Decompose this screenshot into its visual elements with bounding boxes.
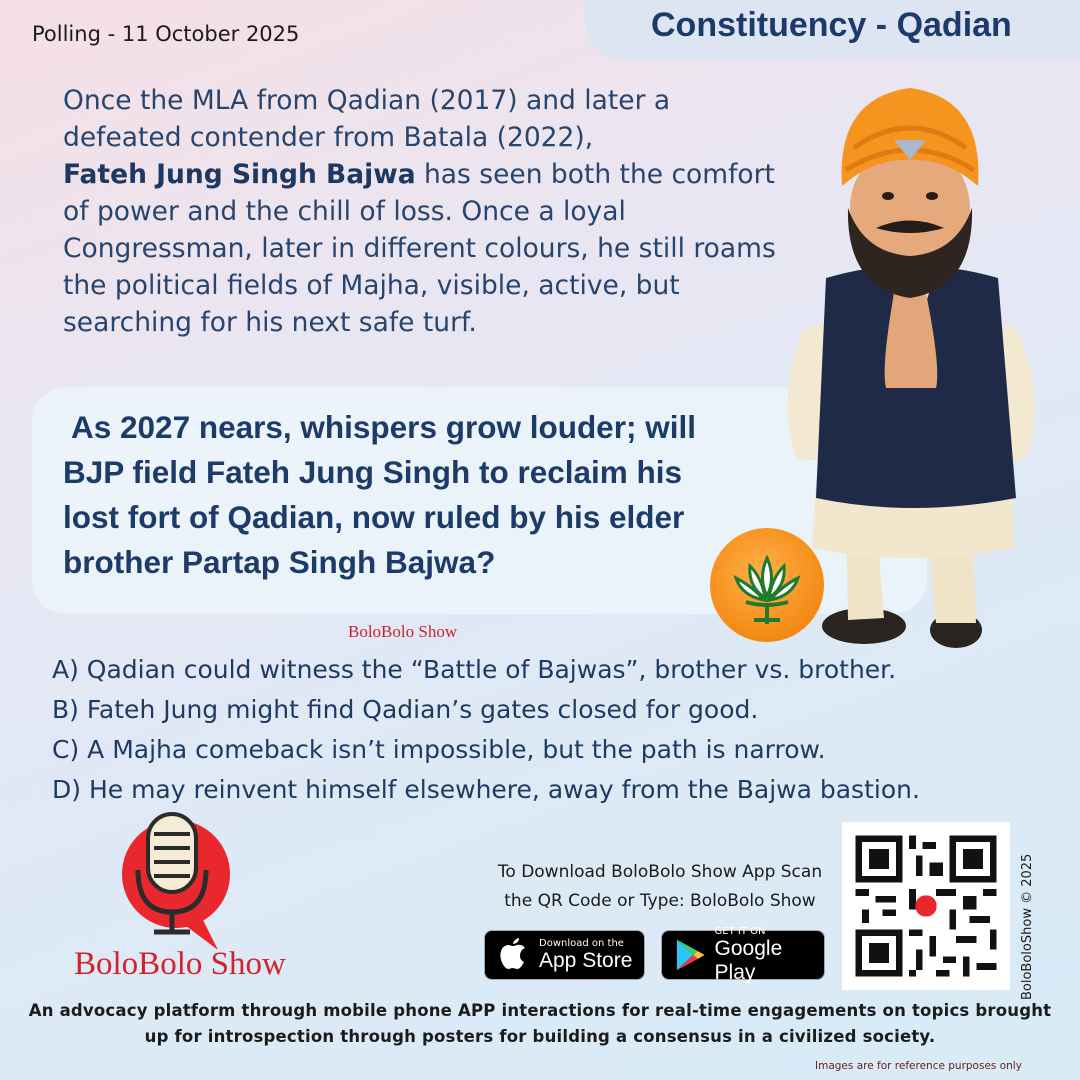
intro-part-1: Once the MLA from Qadian (2017) and later a defeated contender from Batala (2022), <box>63 85 671 153</box>
brand-name: BoloBolo Show <box>74 946 286 982</box>
google-play-icon <box>674 937 707 973</box>
intro-part-2: has seen both the comfort of power and the chill of loss. Once a loyal Congressman, later in different colours, he still roams the political fields of Majha, visible, active, but searching for his next safe turf. <box>63 159 776 338</box>
microphone-icon <box>118 810 228 960</box>
platform-description: An advocacy platform through mobile phone APP interactions for real-time engagements on topics brought up for introspection through posters for building a consensus in a civilized society. <box>28 1001 1052 1046</box>
lotus-icon <box>710 528 824 642</box>
watermark: BoloBolo Show <box>348 622 458 641</box>
poll-options <box>52 650 920 810</box>
app-store-small-text: Download on the <box>539 937 624 949</box>
google-play-small-text: GET IT ON <box>714 925 766 937</box>
google-play-big-text: Google Play <box>714 936 783 984</box>
polling-date: Polling - 11 October 2025 <box>32 22 300 46</box>
app-store-button[interactable] <box>484 930 645 980</box>
google-play-button[interactable] <box>661 925 825 984</box>
option-c[interactable]: C) A Majha comeback isn’t impossible, but the path is narrow. <box>52 735 826 764</box>
intro-paragraph <box>63 82 783 341</box>
app-store-big-text: App Store <box>539 948 633 972</box>
qr-code[interactable] <box>842 822 1010 990</box>
question-text: As 2027 nears, whispers grow louder; will BJP field Fateh Jung Singh to reclaim his lost fort of Qadian, now ruled by his elder brother Partap Singh Bajwa? <box>63 409 696 580</box>
qr-code-icon <box>842 822 1010 990</box>
disclaimer: Images are for reference purposes only <box>815 1060 1022 1072</box>
option-a[interactable]: A) Qadian could witness the “Battle of Bajwas”, brother vs. brother. <box>52 655 897 684</box>
option-d[interactable]: D) He may reinvent himself elsewhere, away from the Bajwa bastion. <box>52 775 920 804</box>
option-b[interactable]: B) Fateh Jung might find Qadian’s gates closed for good. <box>52 695 759 724</box>
intro-name: Fateh Jung Singh Bajwa <box>63 159 416 190</box>
copyright-text: BoloBoloShow © 2025 <box>1020 853 1035 1000</box>
download-instructions: To Download BoloBolo Show App Scan the QR Code or Type: BoloBolo Show <box>497 862 823 911</box>
bjp-lotus-logo <box>710 528 824 642</box>
constituency-title: Constituency - Qadian <box>651 6 1012 44</box>
apple-icon <box>493 935 533 975</box>
